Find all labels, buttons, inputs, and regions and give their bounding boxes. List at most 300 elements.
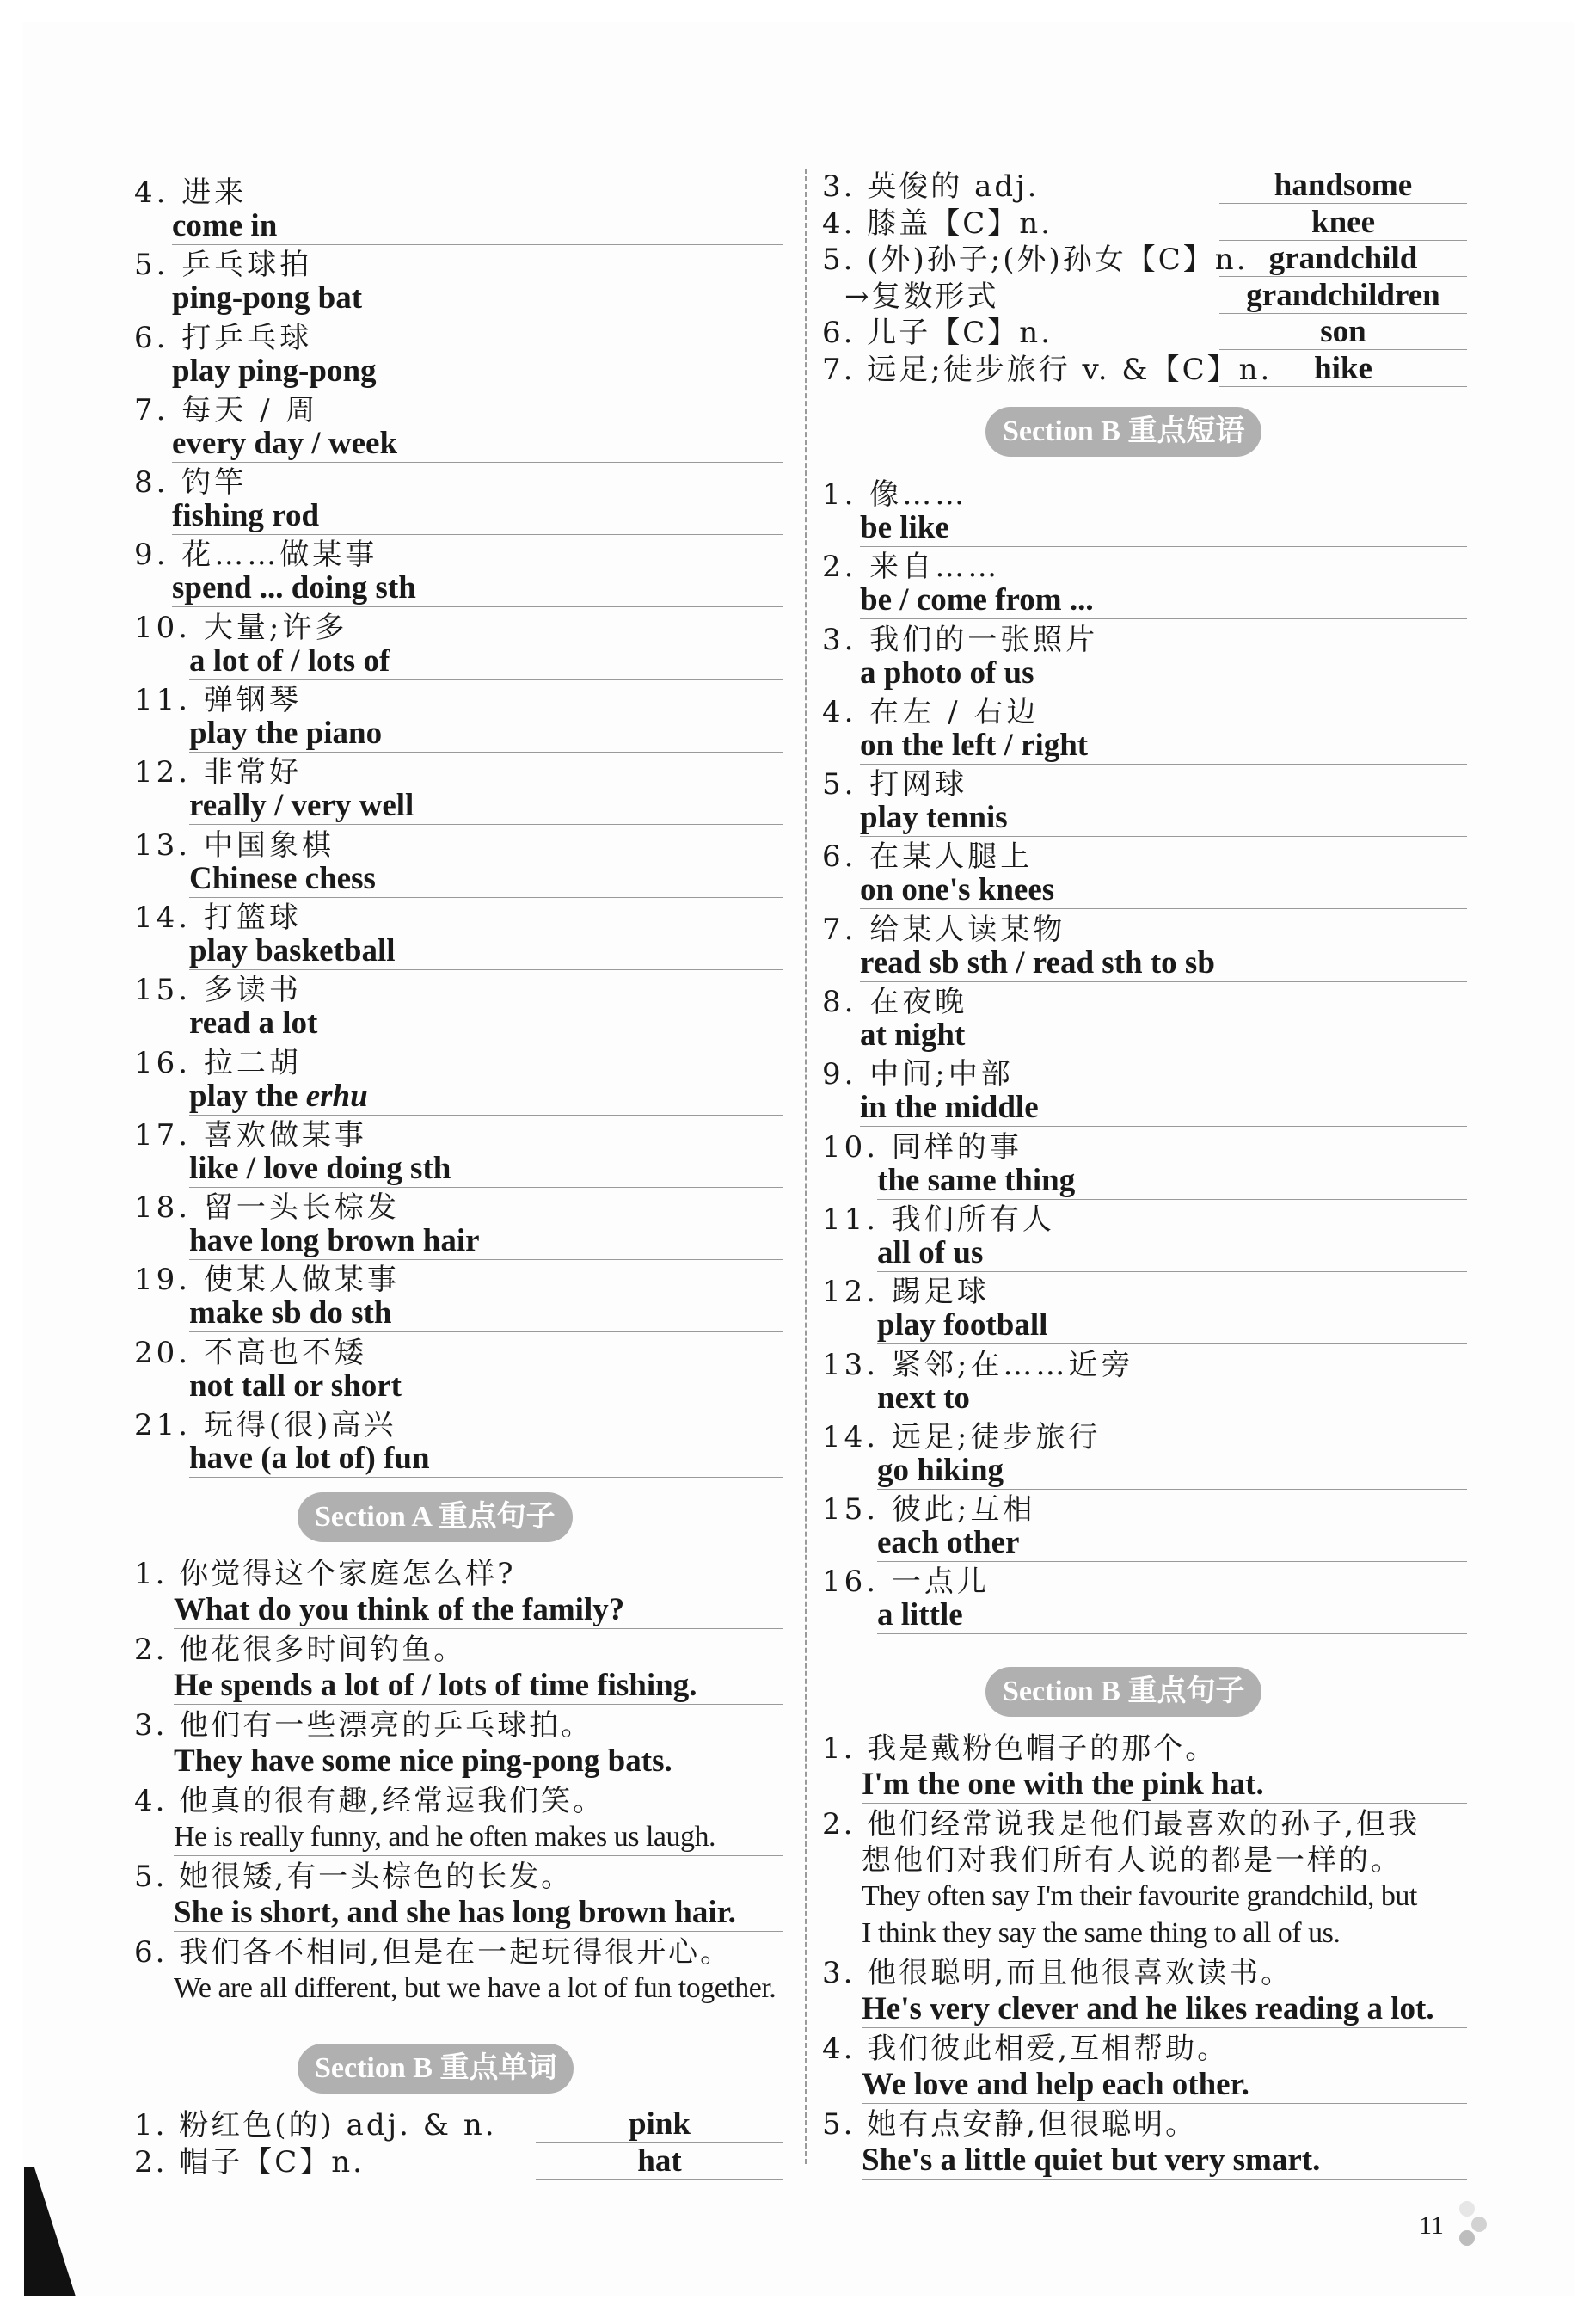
chinese-text: 打网球 bbox=[869, 767, 968, 802]
sentence-item bbox=[822, 1806, 1467, 1952]
word-item bbox=[822, 315, 1467, 352]
sentence-item bbox=[134, 1934, 783, 2007]
phrase-cn bbox=[822, 1130, 1022, 1165]
word-item bbox=[822, 352, 1467, 389]
item-number: 6. bbox=[822, 839, 857, 875]
phrase-cn bbox=[822, 1202, 1055, 1237]
chinese-text: 我们的一张照片 bbox=[869, 622, 1099, 657]
phrase-en bbox=[860, 874, 1467, 909]
chinese-text: 同样的事 bbox=[891, 1129, 1022, 1165]
phrase-cn bbox=[134, 901, 302, 935]
word-cn bbox=[822, 242, 1249, 278]
phrase-item bbox=[134, 241, 783, 317]
phrase-en bbox=[877, 1309, 1467, 1344]
chinese-text: 你觉得这个家庭怎么样? bbox=[179, 1557, 516, 1592]
phrase-item bbox=[822, 543, 1467, 618]
chinese-text: 给某人读某物 bbox=[869, 912, 1066, 947]
section-a-sentences-list bbox=[134, 1556, 783, 2007]
phrase-item bbox=[134, 748, 783, 824]
sentence-cn bbox=[134, 1934, 783, 1971]
phrase-en bbox=[189, 932, 783, 970]
phrase-en bbox=[172, 282, 783, 317]
chinese-text: (外)孙子;(外)孙女【C】n. bbox=[867, 243, 1249, 277]
english-text: a photo of us bbox=[860, 655, 1034, 691]
english-text: really / very well bbox=[189, 788, 414, 824]
item-number: 4. bbox=[134, 1784, 168, 1819]
english-text: go hiking bbox=[877, 1452, 1004, 1488]
chinese-text: 一点儿 bbox=[891, 1565, 990, 1600]
chinese-text: 钓竿 bbox=[181, 465, 248, 501]
phrase-en bbox=[877, 1162, 1467, 1200]
item-number: 14. bbox=[822, 1419, 880, 1454]
phrase-item bbox=[134, 966, 783, 1042]
item-number: 1. bbox=[134, 1557, 168, 1592]
english-text: have long brown hair bbox=[189, 1223, 480, 1259]
phrase-cn bbox=[822, 1565, 990, 1599]
phrase-en bbox=[860, 1091, 1467, 1127]
phrase-cn bbox=[134, 1118, 367, 1153]
english-italic-text: erhu bbox=[305, 1078, 368, 1114]
english-text: on one's knees bbox=[860, 872, 1055, 908]
section-b-sentences-header bbox=[822, 1648, 1467, 1731]
item-number: 12. bbox=[822, 1275, 880, 1310]
chinese-text: 远足;徒步旅行 bbox=[891, 1419, 1102, 1454]
english-text: play basketball bbox=[189, 932, 396, 968]
item-number: 8. bbox=[134, 465, 169, 501]
item-number: 6. bbox=[822, 316, 856, 350]
chinese-text: 多读书 bbox=[203, 973, 302, 1008]
sentence-item bbox=[134, 1556, 783, 1629]
phrase-en bbox=[860, 802, 1467, 837]
item-number: 20. bbox=[134, 1335, 192, 1370]
phrase-en bbox=[860, 729, 1467, 765]
page-edge-shadow bbox=[24, 2167, 76, 2296]
phrase-item bbox=[134, 1111, 783, 1184]
phrase-cn bbox=[134, 611, 347, 645]
word-answer: hike bbox=[1219, 352, 1467, 387]
phrase-item bbox=[822, 1050, 1467, 1126]
sentence-en: I'm the one with the pink hat. bbox=[862, 1767, 1467, 1804]
phrase-cn bbox=[822, 477, 967, 512]
phrase-en bbox=[860, 584, 1467, 619]
word-answer: handsome bbox=[1219, 169, 1467, 204]
word-answer: son bbox=[1219, 315, 1467, 350]
chinese-text: 他们有一些漂亮的乒乓球拍。 bbox=[179, 1708, 593, 1743]
phrase-en bbox=[877, 1527, 1467, 1562]
chinese-text: 拉二胡 bbox=[203, 1045, 302, 1080]
chinese-text: 在左 / 右边 bbox=[869, 694, 1040, 729]
item-number: 10. bbox=[822, 1129, 880, 1165]
item-number: 10. bbox=[134, 610, 192, 645]
word-item bbox=[822, 169, 1467, 206]
chinese-text: 我们彼此相爱,互相帮助。 bbox=[867, 2031, 1230, 2066]
word-item bbox=[134, 2144, 783, 2181]
phrase-item bbox=[822, 688, 1467, 763]
phrase-item bbox=[822, 1485, 1467, 1561]
section-b-phrases-list bbox=[822, 470, 1467, 1631]
phrase-en bbox=[860, 657, 1467, 692]
word-answer: grandchildren bbox=[1219, 279, 1467, 314]
sentence-en: What do you think of the family? bbox=[174, 1592, 783, 1629]
phrase-item bbox=[134, 169, 783, 241]
section-b-phrases-header bbox=[822, 388, 1467, 470]
phrase-cn bbox=[134, 1336, 367, 1370]
word-item bbox=[822, 242, 1467, 279]
phrase-en bbox=[189, 860, 783, 898]
chinese-text: 在某人腿上 bbox=[869, 839, 1034, 875]
item-number: 1. bbox=[822, 1731, 856, 1766]
phrase-cn bbox=[822, 1275, 990, 1309]
english-text: come in bbox=[172, 208, 278, 243]
sentence-cn bbox=[822, 2031, 1467, 2067]
sentence-cn bbox=[134, 1783, 783, 1819]
chinese-text: 他真的很有趣,经常逗我们笑。 bbox=[179, 1784, 605, 1819]
item-number: 15. bbox=[134, 973, 192, 1008]
sentence-en: They have some nice ping-pong bats. bbox=[174, 1743, 783, 1780]
phrase-item bbox=[134, 386, 783, 461]
chinese-text: 粉红色(的) adj. & n. bbox=[179, 2108, 497, 2143]
workbook-page bbox=[22, 22, 1574, 2296]
english-text: not tall or short bbox=[189, 1368, 402, 1404]
phrase-cn bbox=[822, 1348, 1133, 1382]
sentence-cn bbox=[134, 1859, 783, 1895]
sentence-en-continued: I think they say the same thing to all of us. bbox=[862, 1915, 1467, 1952]
item-number: 1. bbox=[822, 477, 857, 512]
sentence-en: He's very clever and he likes reading a lot. bbox=[862, 1991, 1467, 2028]
phrase-cn bbox=[822, 1057, 1014, 1091]
phrase-en bbox=[189, 790, 783, 825]
item-number: 5. bbox=[134, 248, 169, 283]
phrase-cn bbox=[134, 1408, 396, 1442]
phrase-en bbox=[860, 512, 1467, 547]
phrase-item bbox=[822, 978, 1467, 1054]
english-text: read sb sth / read sth to sb bbox=[860, 944, 1215, 981]
item-number: 13. bbox=[822, 1347, 880, 1382]
phrase-item bbox=[822, 616, 1467, 691]
sentence-cn bbox=[134, 1632, 783, 1668]
item-number: 4. bbox=[822, 694, 857, 729]
chinese-text: 玩得(很)高兴 bbox=[203, 1408, 397, 1443]
right-column bbox=[822, 169, 1467, 2182]
chinese-text: 她很矮,有一头棕色的长发。 bbox=[179, 1860, 574, 1895]
item-number: 7. bbox=[822, 352, 856, 387]
item-number: 2. bbox=[134, 2144, 168, 2180]
chinese-text: 像…… bbox=[869, 477, 968, 512]
phrase-item bbox=[134, 676, 783, 752]
english-text: be like bbox=[860, 510, 949, 545]
phrase-cn bbox=[134, 393, 318, 427]
word-item bbox=[822, 279, 1467, 316]
phrase-cn bbox=[134, 321, 312, 355]
word-cn bbox=[822, 206, 1053, 242]
phrase-en bbox=[172, 500, 783, 535]
sentence-item bbox=[822, 1731, 1467, 1804]
phrase-item bbox=[134, 1184, 783, 1259]
sentence-item bbox=[134, 1707, 783, 1780]
sentence-item bbox=[822, 2031, 1467, 2104]
sentence-en: We are all different, but we have a lot of fun together. bbox=[174, 1971, 783, 2007]
item-number: 3. bbox=[134, 1708, 168, 1743]
english-text: at night bbox=[860, 1018, 966, 1054]
phrase-en bbox=[189, 645, 783, 680]
english-text: have (a lot of) fun bbox=[189, 1441, 430, 1477]
phrase-item bbox=[134, 821, 783, 894]
english-text: a lot of / lots of bbox=[189, 643, 390, 679]
sentence-item bbox=[134, 1859, 783, 1932]
item-number: 8. bbox=[822, 985, 857, 1020]
item-number: 1. bbox=[134, 2108, 168, 2143]
item-number: 5. bbox=[822, 243, 856, 277]
sentence-en: We love and help each other. bbox=[862, 2067, 1467, 2104]
item-number: 15. bbox=[822, 1492, 880, 1528]
english-text: play tennis bbox=[860, 800, 1008, 836]
phrase-item bbox=[134, 314, 783, 389]
english-text: spend ... doing sth bbox=[172, 570, 416, 606]
sentence-en: He spends a lot of / lots of time fishing. bbox=[174, 1668, 783, 1705]
item-number: 7. bbox=[134, 392, 169, 427]
phrase-en bbox=[189, 717, 783, 753]
word-answer: pink bbox=[536, 2107, 783, 2143]
english-text: ping-pong bat bbox=[172, 280, 363, 317]
chinese-text: 中国象棋 bbox=[203, 827, 335, 863]
chinese-text: 在夜晚 bbox=[869, 985, 968, 1020]
chinese-text: 花……做某事 bbox=[181, 538, 378, 573]
sentence-cn bbox=[822, 1806, 1467, 1842]
decorative-dots-icon bbox=[1441, 2198, 1493, 2259]
section-title: Section A 重点句子 bbox=[298, 1492, 573, 1542]
chinese-text: 我是戴粉色帽子的那个。 bbox=[867, 1731, 1218, 1766]
english-text: be / come from ... bbox=[860, 582, 1094, 618]
word-cn bbox=[822, 169, 1039, 205]
phrase-cn bbox=[134, 683, 302, 717]
english-text: each other bbox=[877, 1525, 1020, 1561]
section-b-words-list bbox=[134, 2107, 783, 2180]
english-text: in the middle bbox=[860, 1090, 1039, 1126]
chinese-text: 远足;徒步旅行 v. &【C】n. bbox=[867, 352, 1273, 387]
item-number: 11. bbox=[134, 683, 192, 718]
section-b-sentences-list bbox=[822, 1731, 1467, 2180]
chinese-text: 紧邻;在……近旁 bbox=[891, 1347, 1134, 1382]
item-number: 6. bbox=[134, 1935, 168, 1971]
english-text: the same thing bbox=[877, 1162, 1076, 1198]
sentence-en: He is really funny, and he often makes us laugh. bbox=[174, 1819, 783, 1856]
sentence-item bbox=[134, 1632, 783, 1705]
sentence-en: They often say I'm their favourite grandchild, but bbox=[862, 1878, 1467, 1915]
phrase-cn bbox=[822, 623, 1098, 657]
phrase-item bbox=[822, 1123, 1467, 1196]
sentence-cn bbox=[822, 1955, 1467, 1991]
english-text: play football bbox=[877, 1307, 1048, 1343]
chinese-text: 非常好 bbox=[203, 755, 302, 790]
item-number: 2. bbox=[134, 1632, 168, 1668]
word-answer: grandchild bbox=[1219, 242, 1467, 277]
chinese-text: 不高也不矮 bbox=[203, 1335, 367, 1370]
sentence-en: She's a little quiet but very smart. bbox=[862, 2143, 1467, 2180]
phrase-item bbox=[822, 470, 1467, 543]
page-number: 11 bbox=[1419, 2211, 1444, 2240]
phrase-cn bbox=[822, 839, 1033, 874]
sentence-cn bbox=[134, 1556, 783, 1592]
chinese-text: 留一头长棕发 bbox=[203, 1190, 400, 1226]
english-text: on the left / right bbox=[860, 727, 1089, 763]
item-number: 7. bbox=[822, 912, 857, 947]
chinese-text: 大量;许多 bbox=[203, 610, 348, 645]
item-number: 14. bbox=[134, 900, 192, 935]
section-title: Section B 重点句子 bbox=[985, 1667, 1261, 1717]
chinese-text: 英俊的 adj. bbox=[867, 169, 1040, 204]
item-number: 16. bbox=[822, 1565, 880, 1600]
item-number: 3. bbox=[822, 622, 857, 657]
chinese-text: 我们各不相同,但是在一起玩得很开心。 bbox=[179, 1935, 733, 1971]
sentence-item bbox=[134, 1783, 783, 1856]
word-cn bbox=[134, 2107, 497, 2143]
chinese-text: 弹钢琴 bbox=[203, 683, 302, 718]
section-a-phrases-list bbox=[134, 169, 783, 1477]
phrase-item bbox=[822, 906, 1467, 981]
phrase-en bbox=[189, 1297, 783, 1332]
item-number: 13. bbox=[134, 827, 192, 863]
english-text: all of us bbox=[877, 1234, 984, 1270]
chinese-text: 他很聪明,而且他很喜欢读书。 bbox=[867, 1955, 1293, 1990]
english-text: play the piano bbox=[189, 716, 383, 752]
chinese-text: 她有点安静,但很聪明。 bbox=[867, 2106, 1198, 2142]
phrase-item bbox=[822, 1413, 1467, 1488]
phrase-item bbox=[134, 604, 783, 679]
item-number: 4. bbox=[822, 206, 856, 241]
chinese-text: 打乒乓球 bbox=[181, 320, 313, 355]
phrase-en bbox=[860, 944, 1467, 982]
phrase-cn bbox=[822, 913, 1065, 947]
section-a-sentences-header bbox=[134, 1473, 783, 1556]
word-cn bbox=[822, 279, 999, 315]
phrase-item bbox=[134, 894, 783, 966]
item-number: 5. bbox=[822, 767, 857, 802]
item-number: 3. bbox=[822, 1955, 856, 1990]
phrase-en bbox=[877, 1599, 1467, 1634]
sentence-cn bbox=[822, 1731, 1467, 1767]
phrase-cn bbox=[822, 1492, 1035, 1527]
phrase-cn bbox=[822, 550, 1000, 584]
phrase-item bbox=[822, 1341, 1467, 1416]
chinese-text: 乒乓球拍 bbox=[181, 248, 313, 283]
phrase-en bbox=[877, 1454, 1467, 1490]
phrase-cn bbox=[134, 828, 335, 863]
item-number: 9. bbox=[134, 538, 169, 573]
item-number: 21. bbox=[134, 1408, 192, 1443]
chinese-text: 使某人做某事 bbox=[203, 1263, 400, 1298]
chinese-text: 喜欢做某事 bbox=[203, 1117, 367, 1153]
chinese-text: 儿子【C】n. bbox=[867, 316, 1053, 350]
sentence-item bbox=[822, 1955, 1467, 2028]
chinese-text: 膝盖【C】n. bbox=[867, 206, 1053, 241]
phrase-en bbox=[172, 572, 783, 607]
column-divider bbox=[805, 169, 807, 2164]
phrase-en bbox=[189, 1370, 783, 1405]
english-text: every day / week bbox=[172, 425, 398, 461]
phrase-cn bbox=[822, 1420, 1101, 1454]
phrase-en bbox=[877, 1234, 1467, 1272]
chinese-text: 彼此;互相 bbox=[891, 1492, 1036, 1528]
chinese-text: 每天 / 周 bbox=[181, 392, 319, 427]
chinese-text: 中间;中部 bbox=[869, 1057, 1014, 1092]
section-b-words-header bbox=[134, 2025, 783, 2107]
phrase-item bbox=[822, 1268, 1467, 1343]
phrase-cn bbox=[134, 755, 302, 790]
word-answer: hat bbox=[536, 2144, 783, 2180]
phrase-item bbox=[134, 458, 783, 534]
phrase-item bbox=[134, 531, 783, 606]
chinese-text: 帽子【C】n. bbox=[179, 2144, 365, 2180]
word-cn bbox=[134, 2144, 365, 2180]
chinese-text: →复数形式 bbox=[844, 279, 999, 314]
item-number: 4. bbox=[822, 2031, 856, 2066]
chinese-text: 踢足球 bbox=[891, 1275, 990, 1310]
phrase-cn bbox=[134, 1046, 302, 1080]
phrase-cn bbox=[134, 973, 302, 1007]
phrase-cn bbox=[134, 465, 247, 500]
phrase-cn bbox=[822, 695, 1039, 729]
phrase-en bbox=[172, 427, 783, 463]
phrase-en bbox=[189, 1150, 783, 1188]
phrase-item bbox=[134, 1329, 783, 1404]
english-text: play the bbox=[189, 1078, 306, 1114]
item-number: 9. bbox=[822, 1057, 857, 1092]
chinese-text: 来自…… bbox=[869, 550, 1001, 585]
word-cn bbox=[822, 315, 1053, 351]
section-title: Section B 重点短语 bbox=[985, 407, 1261, 457]
english-text: next to bbox=[877, 1380, 970, 1416]
word-cn bbox=[822, 352, 1272, 388]
sentence-cn-continued: 想他们对我们所有人说的都是一样的。 bbox=[862, 1842, 1403, 1878]
phrase-cn bbox=[822, 767, 967, 802]
sentence-en: She is short, and she has long brown hair. bbox=[174, 1895, 783, 1932]
word-item bbox=[134, 2107, 783, 2144]
phrase-item bbox=[134, 1256, 783, 1331]
left-column bbox=[134, 169, 783, 2180]
item-number: 3. bbox=[822, 169, 856, 204]
phrase-cn bbox=[134, 1263, 400, 1297]
chinese-text: 他们经常说我是他们最喜欢的孙子,但我 bbox=[867, 1806, 1421, 1841]
phrase-item bbox=[822, 1558, 1467, 1633]
chinese-text: 他花很多时间钓鱼。 bbox=[179, 1632, 466, 1668]
english-text: make sb do sth bbox=[189, 1295, 392, 1331]
item-number: 2. bbox=[822, 550, 857, 585]
chinese-text: 我们所有人 bbox=[891, 1202, 1055, 1237]
phrase-item bbox=[822, 760, 1467, 836]
sentence-item bbox=[822, 2106, 1467, 2180]
item-number: 5. bbox=[134, 1860, 168, 1895]
sentence-cn bbox=[134, 1707, 783, 1743]
item-number: 5. bbox=[822, 2106, 856, 2142]
phrase-item bbox=[134, 1039, 783, 1114]
english-text: like / love doing sth bbox=[189, 1150, 451, 1186]
chinese-text: 进来 bbox=[181, 175, 248, 210]
chinese-text: 打篮球 bbox=[203, 900, 302, 935]
phrase-en bbox=[877, 1382, 1467, 1417]
phrase-cn bbox=[134, 175, 247, 210]
word-answer: knee bbox=[1219, 206, 1467, 241]
phrase-item bbox=[822, 833, 1467, 908]
word-item bbox=[822, 206, 1467, 243]
phrase-en bbox=[189, 1007, 783, 1042]
item-number: 12. bbox=[134, 755, 192, 790]
item-number: 11. bbox=[822, 1202, 880, 1237]
item-number: 2. bbox=[822, 1806, 856, 1841]
phrase-cn bbox=[134, 1190, 400, 1225]
phrase-cn bbox=[134, 538, 378, 572]
phrase-cn bbox=[822, 985, 967, 1019]
phrase-item bbox=[822, 1196, 1467, 1268]
